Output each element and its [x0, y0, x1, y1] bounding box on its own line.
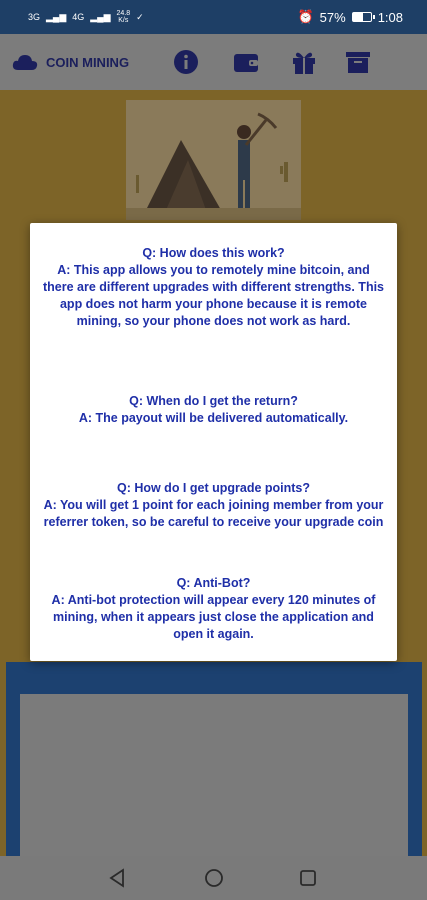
app-header [0, 34, 427, 90]
wallet-icon[interactable] [232, 48, 260, 76]
speed-unit: K/s [118, 17, 129, 24]
status-right [297, 9, 403, 25]
alarm-icon: ⏰ [297, 9, 314, 24]
signal-2-label: 4G [72, 12, 85, 22]
network-speed [117, 10, 131, 24]
speed-value: 24.8 [116, 10, 131, 17]
cloud-icon [12, 53, 38, 71]
brand [12, 53, 172, 71]
battery-icon [352, 12, 372, 22]
download-icon: ✓ [136, 11, 144, 22]
info-icon[interactable] [172, 48, 200, 76]
home-icon[interactable] [204, 868, 224, 888]
faq-item [42, 393, 385, 427]
status-bar [0, 0, 427, 34]
gift-icon[interactable] [290, 48, 318, 76]
faq-question: Q: Anti-Bot? [176, 576, 251, 590]
faq-question: Q: How does this work? [142, 246, 285, 260]
faq-item [42, 480, 385, 531]
clock: 1:08 [377, 9, 403, 25]
faq-answer: A: You will get 1 point for each joining member from your referrer token, so be careful to receive your upgrade coin [43, 498, 384, 529]
system-nav-bar [0, 856, 427, 900]
battery-percent: 57% [319, 9, 346, 25]
status-left [28, 10, 144, 24]
signal-1-label: 3G [28, 12, 41, 22]
app-title: COIN MINING [46, 54, 130, 70]
signal-icon-2: ▂▄▆ [90, 11, 111, 22]
faq-dialog[interactable] [30, 223, 397, 661]
faq-answer: A: The payout will be delivered automatically. [78, 411, 349, 425]
miner-image [126, 100, 301, 220]
archive-icon[interactable] [344, 48, 372, 76]
signal-icon: ▂▄▆ [46, 11, 67, 22]
faq-answer: A: This app allows you to remotely mine bitcoin, and there are different upgrades with different strengths. This app does not harm your phone because it is remote mining, so your phone does not work as hard. [42, 263, 385, 328]
faq-item [42, 575, 385, 643]
faq-question: Q: When do I get the return? [129, 394, 298, 408]
recents-icon[interactable] [298, 868, 318, 888]
lower-panel-content [20, 694, 408, 856]
faq-item [42, 245, 385, 330]
faq-question: Q: How do I get upgrade points? [116, 481, 311, 495]
back-icon[interactable] [108, 868, 128, 888]
faq-answer: A: Anti-bot protection will appear every 120 minutes of mining, when it appears just close the application and open it again. [51, 593, 376, 641]
mining-illustration [126, 100, 301, 220]
